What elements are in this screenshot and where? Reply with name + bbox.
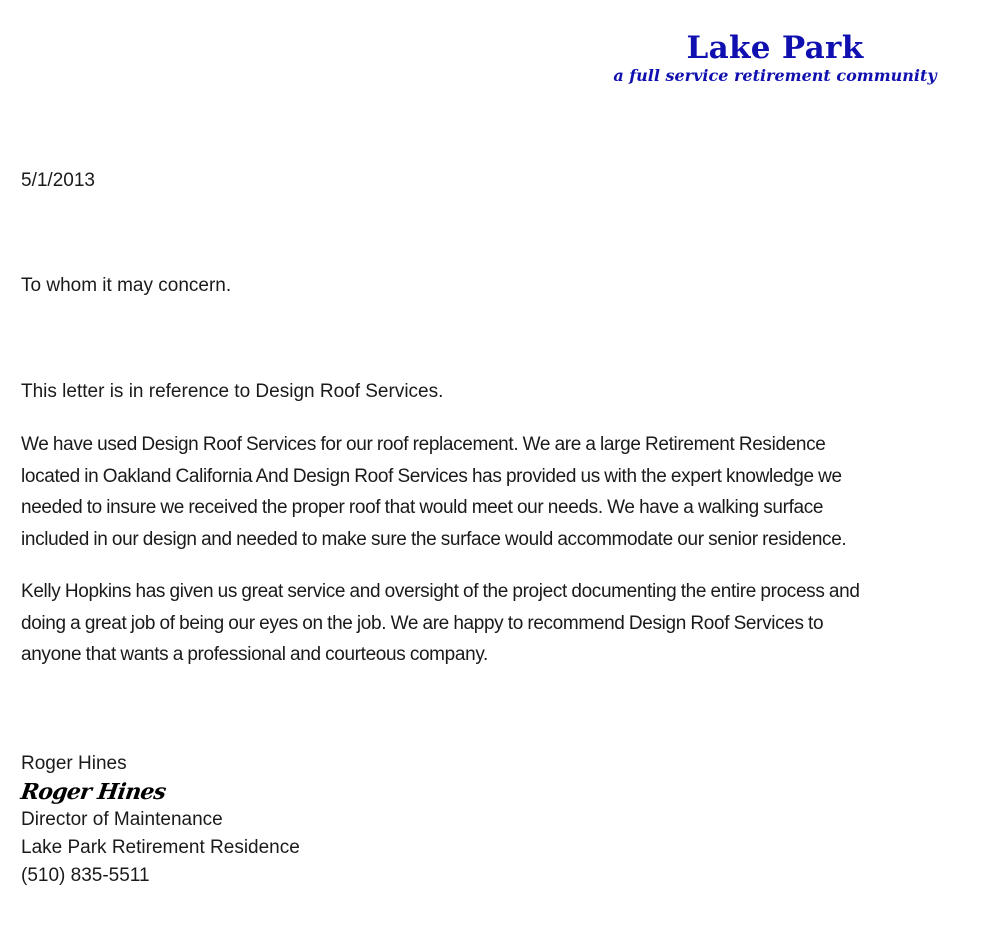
paragraph-line: included in our design and needed to make sure the surface would accommodate our senior residence. — [21, 528, 847, 550]
signer-phone: (510) 835-5511 — [21, 865, 150, 886]
signer-title: Director of Maintenance — [21, 809, 223, 830]
signature-block — [21, 750, 300, 890]
handwritten-signature: Roger Hines — [19, 779, 168, 805]
signer-organization: Lake Park Retirement Residence — [21, 837, 300, 858]
brand-name: Lake Park — [686, 30, 864, 66]
paragraph-line: anyone that wants a professional and courteous company. — [21, 644, 488, 665]
letterhead — [600, 28, 950, 86]
paragraph-line: Kelly Hopkins has given us great service and oversight of the project documenting the entire process and — [21, 581, 860, 602]
body-paragraph-2 — [21, 576, 1005, 671]
paragraph-line: We have used Design Roof Services for our roof replacement. We are a large Retirement Residence — [21, 434, 826, 455]
intro-line: This letter is in reference to Design Roof Services. — [21, 381, 444, 402]
paragraph-line: needed to insure we received the proper roof that would meet our needs. We have a walking surface — [21, 497, 824, 518]
brand-tagline: a full service retirement community — [613, 66, 937, 85]
paragraph-line: located in Oakland California And Design Roof Services has provided us with the expert knowledge we — [21, 465, 842, 487]
salutation: To whom it may concern. — [21, 275, 232, 296]
body-paragraph-1 — [21, 429, 1005, 555]
paragraph-line: doing a great job of being our eyes on the job. We are happy to recommend Design Roof Services to — [21, 612, 824, 634]
signer-name: Roger Hines — [21, 753, 127, 774]
letter-date: 5/1/2013 — [21, 170, 95, 191]
